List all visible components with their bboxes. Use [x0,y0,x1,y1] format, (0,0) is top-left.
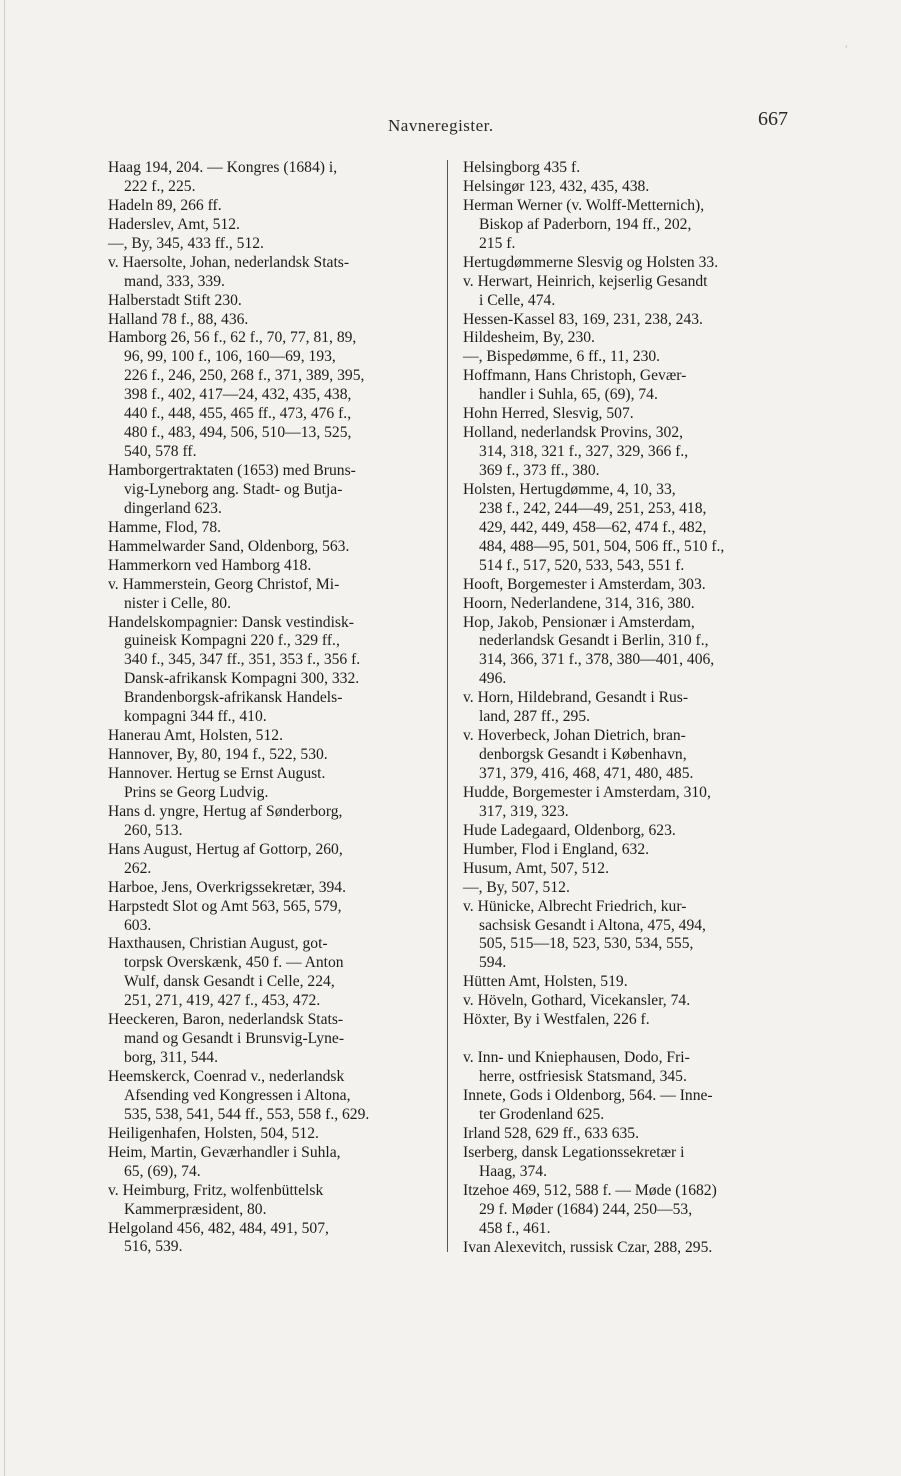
index-entry-line: 340 f., 345, 347 ff., 351, 353 f., 356 f. [124,651,361,669]
index-entry-line: vig-Lyneborg ang. Stadt- og Butja- [124,480,343,498]
index-entry-line: nederlandsk Gesandt i Berlin, 310 f., [479,632,709,650]
index-entry-line: v. Inn- und Kniephausen, Dodo, Fri- [463,1049,690,1067]
index-entry-line: Hütten Amt, Holsten, 519. [463,973,628,991]
index-entry-line: Hudde, Borgemester i Amsterdam, 310, [463,783,711,801]
index-entry-line: v. Hammerstein, Georg Christof, Mi- [108,575,340,593]
index-entry-line: 262. [124,859,152,877]
index-entry-line: Hans August, Hertug af Gottorp, 260, [108,840,343,858]
index-entry-line: Helsingør 123, 432, 435, 438. [463,177,650,195]
index-entry-line: Handelskompagnier: Dansk vestindisk- [108,613,354,631]
index-entry-line: ter Grodenland 625. [479,1105,605,1123]
index-entry-line: Humber, Flod i England, 632. [463,840,650,858]
index-entry-line: v. Herwart, Heinrich, kejserlig Gesandt [463,272,708,290]
index-entry-line: 603. [124,916,152,934]
index-entry-line: Prins se Georg Ludvig. [124,783,269,801]
index-entry-line: v. Horn, Hildebrand, Gesandt i Rus- [463,689,689,707]
index-entry-line: 215 f. [479,234,516,252]
index-entry-line: 251, 271, 419, 427 f., 453, 472. [124,992,321,1010]
index-entry-line: Irland 528, 629 ff., 633 635. [463,1124,639,1142]
index-entry-line: 260, 513. [124,821,183,839]
index-entry-line: Helsingborg 435 f. [463,159,581,176]
index-entry-line: —, By, 345, 433 ff., 512. [108,234,264,252]
index-entry-line: 238 f., 242, 244—49, 251, 253, 418, [479,499,707,517]
index-entry-line: 505, 515—18, 523, 530, 534, 555, [479,935,694,953]
index-entry-line: dingerland 623. [124,499,222,517]
index-entry-line: 484, 488—95, 501, 504, 506 ff., 510 f., [479,537,725,555]
index-entry-line: Hadeln 89, 266 ff. [108,196,222,214]
index-entry-line: land, 287 ff., 295. [479,708,591,726]
index-entry-line: denborgsk Gesandt i København, [479,746,687,764]
index-entry-line: Kammerpræsident, 80. [124,1200,267,1218]
index-entry-line: 540, 578 ff. [124,443,197,461]
index-entry-line: 398 f., 402, 417—24, 432, 435, 438, [124,386,352,404]
index-entry-line: Wulf, dansk Gesandt i Celle, 224, [124,973,335,991]
index-entry-line: Haag, 374. [479,1162,547,1180]
index-entry-line: Harpstedt Slot og Amt 563, 565, 579, [108,897,342,915]
index-entry-line: Dansk-afrikansk Kompagni 300, 332. [124,670,360,688]
index-entry-line: Holland, nederlandsk Provins, 302, [463,424,684,442]
index-entry-line: 96, 99, 100 f., 106, 160—69, 193, [124,348,336,366]
index-entry-line: Hamborgertraktaten (1653) med Bruns- [108,462,356,479]
index-entry-line: Hammelwarder Sand, Oldenborg, 563. [108,537,350,555]
index-entry-line: 594. [479,954,507,972]
index-entry-line: Hooft, Borgemester i Amsterdam, 303. [463,575,706,593]
index-entry-line: 496. [479,670,507,688]
index-entry-line: Biskop af Paderborn, 194 ff., 202, [479,215,692,233]
right-index-column [463,159,793,1257]
index-entry-line: —, Bispedømme, 6 ff., 11, 230. [463,348,661,366]
index-entry-line: handler i Suhla, 65, (69), 74. [479,386,658,404]
index-entry-line: herre, ostfriesisk Statsmand, 345. [479,1068,687,1086]
index-entry-line: torpsk Overskænk, 450 f. — Anton [124,954,344,972]
index-entry-line: Herman Werner (v. Wolff-Metternich), [463,196,705,214]
index-entry-line: Brandenborgsk-afrikansk Handels- [124,689,343,707]
left-index-column [108,159,436,1257]
index-entry-line: Hammerkorn ved Hamborg 418. [108,556,312,574]
index-entry-line: 440 f., 448, 455, 465 ff., 473, 476 f., [124,405,352,423]
index-entry-line: v. Hoverbeck, Johan Dietrich, bran- [463,727,686,745]
index-entry-line: 222 f., 225. [124,177,196,195]
corner-mark: ′ [845,42,848,56]
index-entry-line: 29 f. Møder (1684) 244, 250—53, [479,1200,693,1218]
running-header-title: Navneregister. [388,116,494,135]
index-entry-line: Hildesheim, By, 230. [463,329,595,347]
index-entry-line: Innete, Gods i Oldenborg, 564. — Inne- [463,1087,713,1104]
index-entry-line: Holsten, Hertugdømme, 4, 10, 33, [463,480,676,498]
index-entry-line: i Celle, 474. [479,291,556,309]
index-entry-line: Hannover. Hertug se Ernst August. [108,765,326,782]
index-entry-line: 65, (69), 74. [124,1162,201,1180]
index-entry-line: Hoffmann, Hans Christoph, Gevær- [463,367,687,385]
index-entry-line: Halberstadt Stift 230. [108,291,242,309]
index-entry-line: v. Hünicke, Albrecht Friedrich, kur- [463,897,687,915]
page-number: 667 [758,108,788,130]
index-entry-line: —, By, 507, 512. [463,878,570,896]
index-entry-line: Hamborg 26, 56 f., 62 f., 70, 77, 81, 89, [108,329,357,347]
index-entry-line: Heeckeren, Baron, nederlandsk Stats- [108,1011,344,1029]
index-entry-line: 535, 538, 541, 544 ff., 553, 558 f., 629. [124,1105,370,1123]
index-entry-line: Itzehoe 469, 512, 588 f. — Møde (1682) [463,1181,717,1199]
index-entry-line: mand, 333, 339. [124,272,225,290]
index-entry-line: 516, 539. [124,1238,183,1256]
index-entry-line: 514 f., 517, 520, 533, 543, 551 f. [479,556,685,574]
index-entry-line: 317, 319, 323. [479,802,569,820]
index-entry-line: borg, 311, 544. [124,1049,218,1067]
index-entry-line: 314, 366, 371 f., 378, 380—401, 406, [479,651,715,669]
index-entry-line: v. Heimburg, Fritz, wolfenbüttelsk [108,1181,324,1199]
index-entry-line: v. Höveln, Gothard, Vicekansler, 74. [463,992,691,1010]
index-entry-line: 429, 442, 449, 458—62, 474 f., 482, [479,518,707,536]
index-entry-line: nister i Celle, 80. [124,594,231,612]
index-entry-line: sachsisk Gesandt i Altona, 475, 494, [479,916,706,934]
index-entry-line: Ivan Alexevitch, russisk Czar, 288, 295. [463,1238,713,1256]
index-entry-line: 371, 379, 416, 468, 471, 480, 485. [479,765,694,782]
index-entry-line: Haxthausen, Christian August, got- [108,935,328,953]
index-entry-line: Helgoland 456, 482, 484, 491, 507, [108,1219,329,1237]
index-entry-line: 458 f., 461. [479,1219,551,1237]
index-entry-line: v. Haersolte, Johan, nederlandsk Stats- [108,253,350,271]
index-entry-line: Hude Ladegaard, Oldenborg, 623. [463,821,676,839]
index-entry-line: Hanerau Amt, Holsten, 512. [108,727,283,745]
index-entry-line: Hohn Herred, Slesvig, 507. [463,405,634,423]
index-entry-line: Afsending ved Kongressen i Altona, [124,1086,351,1104]
index-entry-line: guineisk Kompagni 220 f., 329 ff., [124,632,340,650]
column-divider [447,160,448,1252]
index-entry-line: Hamme, Flod, 78. [108,518,222,536]
index-entry-line: Haderslev, Amt, 512. [108,215,240,233]
index-entry-line: Hans d. yngre, Hertug af Sønderborg, [108,802,343,820]
index-entry-line: Husum, Amt, 507, 512. [463,859,609,877]
index-entry-line: Hop, Jakob, Pensionær i Amsterdam, [463,613,695,631]
index-entry-line: Harboe, Jens, Overkrigssekretær, 394. [108,878,346,896]
index-entry-line: Haag 194, 204. — Kongres (1684) i, [108,159,338,176]
index-entry-line: Iserberg, dansk Legationssekretær i [463,1143,685,1161]
index-entry-line: Hannover, By, 80, 194 f., 522, 530. [108,746,328,764]
index-entry-line: Hertugdømmerne Slesvig og Holsten 33. [463,253,719,271]
index-entry-line: mand og Gesandt i Brunsvig-Lyne- [124,1030,345,1048]
index-entry-line: 314, 318, 321 f., 327, 329, 366 f., [479,443,689,461]
index-entry-line: Halland 78 f., 88, 436. [108,310,249,328]
index-entry-line: 226 f., 246, 250, 268 f., 371, 389, 395, [124,367,365,385]
page-binding-edge [4,0,5,1476]
index-entry-line: kompagni 344 ff., 410. [124,708,267,726]
index-entry-line: Höxter, By i Westfalen, 226 f. [463,1011,650,1029]
index-entry-line: 480 f., 483, 494, 506, 510—13, 525, [124,424,352,442]
index-entry-line: Hessen-Kassel 83, 169, 231, 238, 243. [463,310,703,328]
index-entry-line: 369 f., 373 ff., 380. [479,462,600,479]
index-entry-line: Heemskerck, Coenrad v., nederlandsk [108,1068,345,1085]
index-entry-line: Heiligenhafen, Holsten, 504, 512. [108,1124,319,1142]
index-entry-line: Hoorn, Nederlandene, 314, 316, 380. [463,594,695,612]
index-entry-line: Heim, Martin, Geværhandler i Suhla, [108,1143,341,1161]
